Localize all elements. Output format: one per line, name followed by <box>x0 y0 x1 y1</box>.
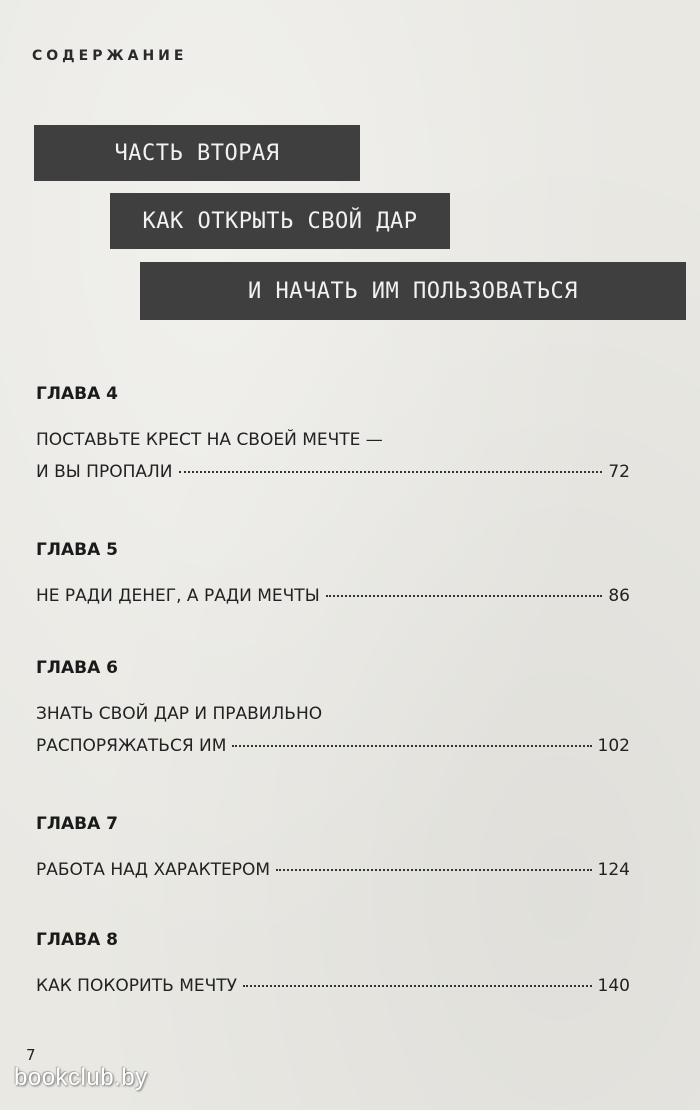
chapter-title: ЗНАТЬ СВОЙ ДАР И ПРАВИЛЬНО <box>36 704 323 724</box>
running-head: СОДЕРЖАНИЕ <box>32 48 188 64</box>
chapter-page-number: 140 <box>597 976 630 996</box>
page-number: 7 <box>26 1046 36 1064</box>
part-title-banner-1: ЧАСТЬ ВТОРАЯ <box>34 125 360 181</box>
dot-leader <box>179 471 603 473</box>
chapter-page-number: 124 <box>597 860 630 880</box>
chapter-page-number: 72 <box>608 462 630 482</box>
toc-title-line <box>36 456 630 488</box>
dot-leader <box>243 985 592 987</box>
chapter-label: ГЛАВА 6 <box>36 658 118 678</box>
dot-leader <box>326 595 603 597</box>
chapter-label: ГЛАВА 5 <box>36 540 118 560</box>
toc-entry-chapter-5 <box>36 540 630 612</box>
toc-entry-chapter-4 <box>36 384 630 488</box>
chapter-title: РАСПОРЯЖАТЬСЯ ИМ <box>36 736 227 756</box>
chapter-title: НЕ РАДИ ДЕНЕГ, А РАДИ МЕЧТЫ <box>36 586 320 606</box>
toc-entry-chapter-8 <box>36 930 630 1002</box>
watermark: bookclub.by <box>14 1064 148 1091</box>
toc-entry-chapter-6 <box>36 658 630 762</box>
chapter-page-number: 102 <box>597 736 630 756</box>
chapter-page-number: 86 <box>608 586 630 606</box>
dot-leader <box>232 745 591 747</box>
part-title-banner-2: КАК ОТКРЫТЬ СВОЙ ДАР <box>110 193 450 249</box>
toc-title-line <box>36 698 630 730</box>
chapter-label: ГЛАВА 4 <box>36 384 118 404</box>
toc-title-line <box>36 580 630 612</box>
chapter-title: РАБОТА НАД ХАРАКТЕРОМ <box>36 860 271 880</box>
chapter-title: КАК ПОКОРИТЬ МЕЧТУ <box>36 976 238 996</box>
chapter-title: ПОСТАВЬТЕ КРЕСТ НА СВОЕЙ МЕЧТЕ — <box>36 430 383 450</box>
toc-title-line <box>36 424 630 456</box>
toc-title-line <box>36 730 630 762</box>
chapter-label: ГЛАВА 8 <box>36 930 118 950</box>
toc-title-line <box>36 854 630 886</box>
toc-title-line <box>36 970 630 1002</box>
dot-leader <box>276 869 591 871</box>
chapter-title: И ВЫ ПРОПАЛИ <box>36 462 173 482</box>
toc-entry-chapter-7 <box>36 814 630 886</box>
part-title-banner-3: И НАЧАТЬ ИМ ПОЛЬЗОВАТЬСЯ <box>140 262 686 320</box>
chapter-label: ГЛАВА 7 <box>36 814 118 834</box>
